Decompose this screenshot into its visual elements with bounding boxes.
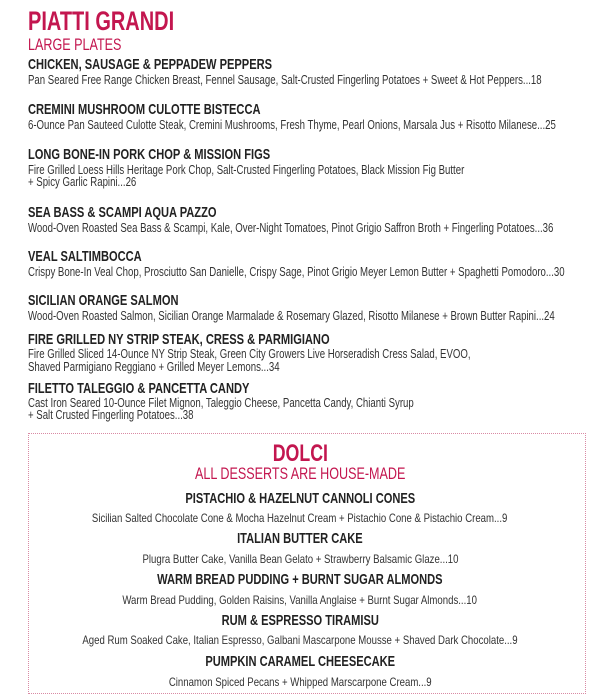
menu-item-desc: Cast Iron Seared 10-Ounce Filet Mignon, Taleggio Cheese, Pancetta Candy, Chianti Syrup: [28, 395, 414, 410]
menu-item-name: SICILIAN ORANGE SALMON: [28, 292, 179, 309]
dessert-name: PUMPKIN CARAMEL CHEESECAKE: [205, 653, 395, 670]
menu-item-desc: Crispy Bone-In Veal Chop, Prosciutto San Danielle, Crispy Sage, Pinot Grigio Meyer Lemon Butter + Spaghetti Pomodoro...30: [28, 264, 565, 279]
dessert-desc: Sicilian Salted Chocolate Cone & Mocha Hazelnut Cream + Pistachio Cone & Pistachio Cream...9: [92, 511, 508, 525]
menu-item-name: CREMINI MUSHROOM CULOTTE BISTECCA: [28, 101, 261, 118]
menu-item-desc: 6-Ounce Pan Sauteed Culotte Steak, Cremini Mushrooms, Fresh Thyme, Pearl Onions, Marsala Jus + Risotto Milanese...25: [28, 117, 556, 132]
menu-item-name: VEAL SALTIMBOCCA: [28, 248, 142, 265]
dessert-desc: Cinnamon Spiced Pecans + Whipped Marscarpone Cream...9: [168, 675, 432, 689]
menu-item-name: CHICKEN, SAUSAGE & PEPPADEW PEPPERS: [28, 56, 273, 73]
dessert-name: ITALIAN BUTTER CAKE: [237, 530, 363, 547]
menu-item-desc: + Salt Crusted Fingerling Potatoes...38: [28, 407, 194, 422]
dessert-name: WARM BREAD PUDDING + BURNT SUGAR ALMONDS: [157, 571, 443, 588]
section-subtitle: LARGE PLATES: [28, 35, 122, 54]
menu-item-desc: Pan Seared Free Range Chicken Breast, Fennel Sausage, Salt-Crusted Fingerling Potatoes + Sweet & Hot Peppers...18: [28, 72, 542, 87]
dessert-name: RUM & ESPRESSO TIRAMISU: [221, 612, 379, 629]
menu-item-desc: Fire Grilled Sliced 14-Ounce NY Strip Steak, Green City Growers Live Horseradish Cress Salad, EVOO,: [28, 346, 471, 361]
dolci-subtitle: ALL DESSERTS ARE HOUSE-MADE: [194, 464, 406, 483]
section-title: PIATTI GRANDI: [28, 6, 175, 36]
menu-item-name: LONG BONE-IN PORK CHOP & MISSION FIGS: [28, 146, 271, 163]
menu-item-name: FIRE GRILLED NY STRIP STEAK, CRESS & PARMIGIANO: [28, 331, 330, 348]
menu-item-desc: Shaved Parmigiano Reggiano + Grilled Meyer Lemons...34: [28, 359, 280, 374]
dessert-desc: Warm Bread Pudding, Golden Raisins, Vanilla Anglaise + Burnt Sugar Almonds...10: [122, 593, 478, 607]
menu-item-desc: Wood-Oven Roasted Salmon, Sicilian Orange Marmalade & Rosemary Glazed, Risotto Milanese + Brown Butter Rapini...24: [28, 308, 555, 323]
dessert-desc: Aged Rum Soaked Cake, Italian Espresso, Galbani Mascarpone Mousse + Shaved Dark Chocolate...9: [82, 633, 518, 647]
dessert-name: PISTACHIO & HAZELNUT CANNOLI CONES: [185, 490, 415, 507]
menu-item-name: SEA BASS & SCAMPI AQUA PAZZO: [28, 204, 217, 221]
menu-item-desc: Wood-Oven Roasted Sea Bass & Scampi, Kale, Over-Night Tomatoes, Pinot Grigio Saffron Broth + Fingerling Potatoes...36: [28, 220, 554, 235]
dessert-desc: Plugra Butter Cake, Vanilla Bean Gelato + Strawberry Balsamic Glaze...10: [142, 552, 458, 566]
dolci-title: DOLCI: [272, 440, 328, 467]
menu-item-desc: + Spicy Garlic Rapini...26: [28, 174, 137, 189]
menu-item-desc: Fire Grilled Loess Hills Heritage Pork Chop, Salt-Crusted Fingerling Potatoes, Black Mission Fig Butter: [28, 162, 465, 177]
menu-item-name: FILETTO TALEGGIO & PANCETTA CANDY: [28, 380, 250, 397]
